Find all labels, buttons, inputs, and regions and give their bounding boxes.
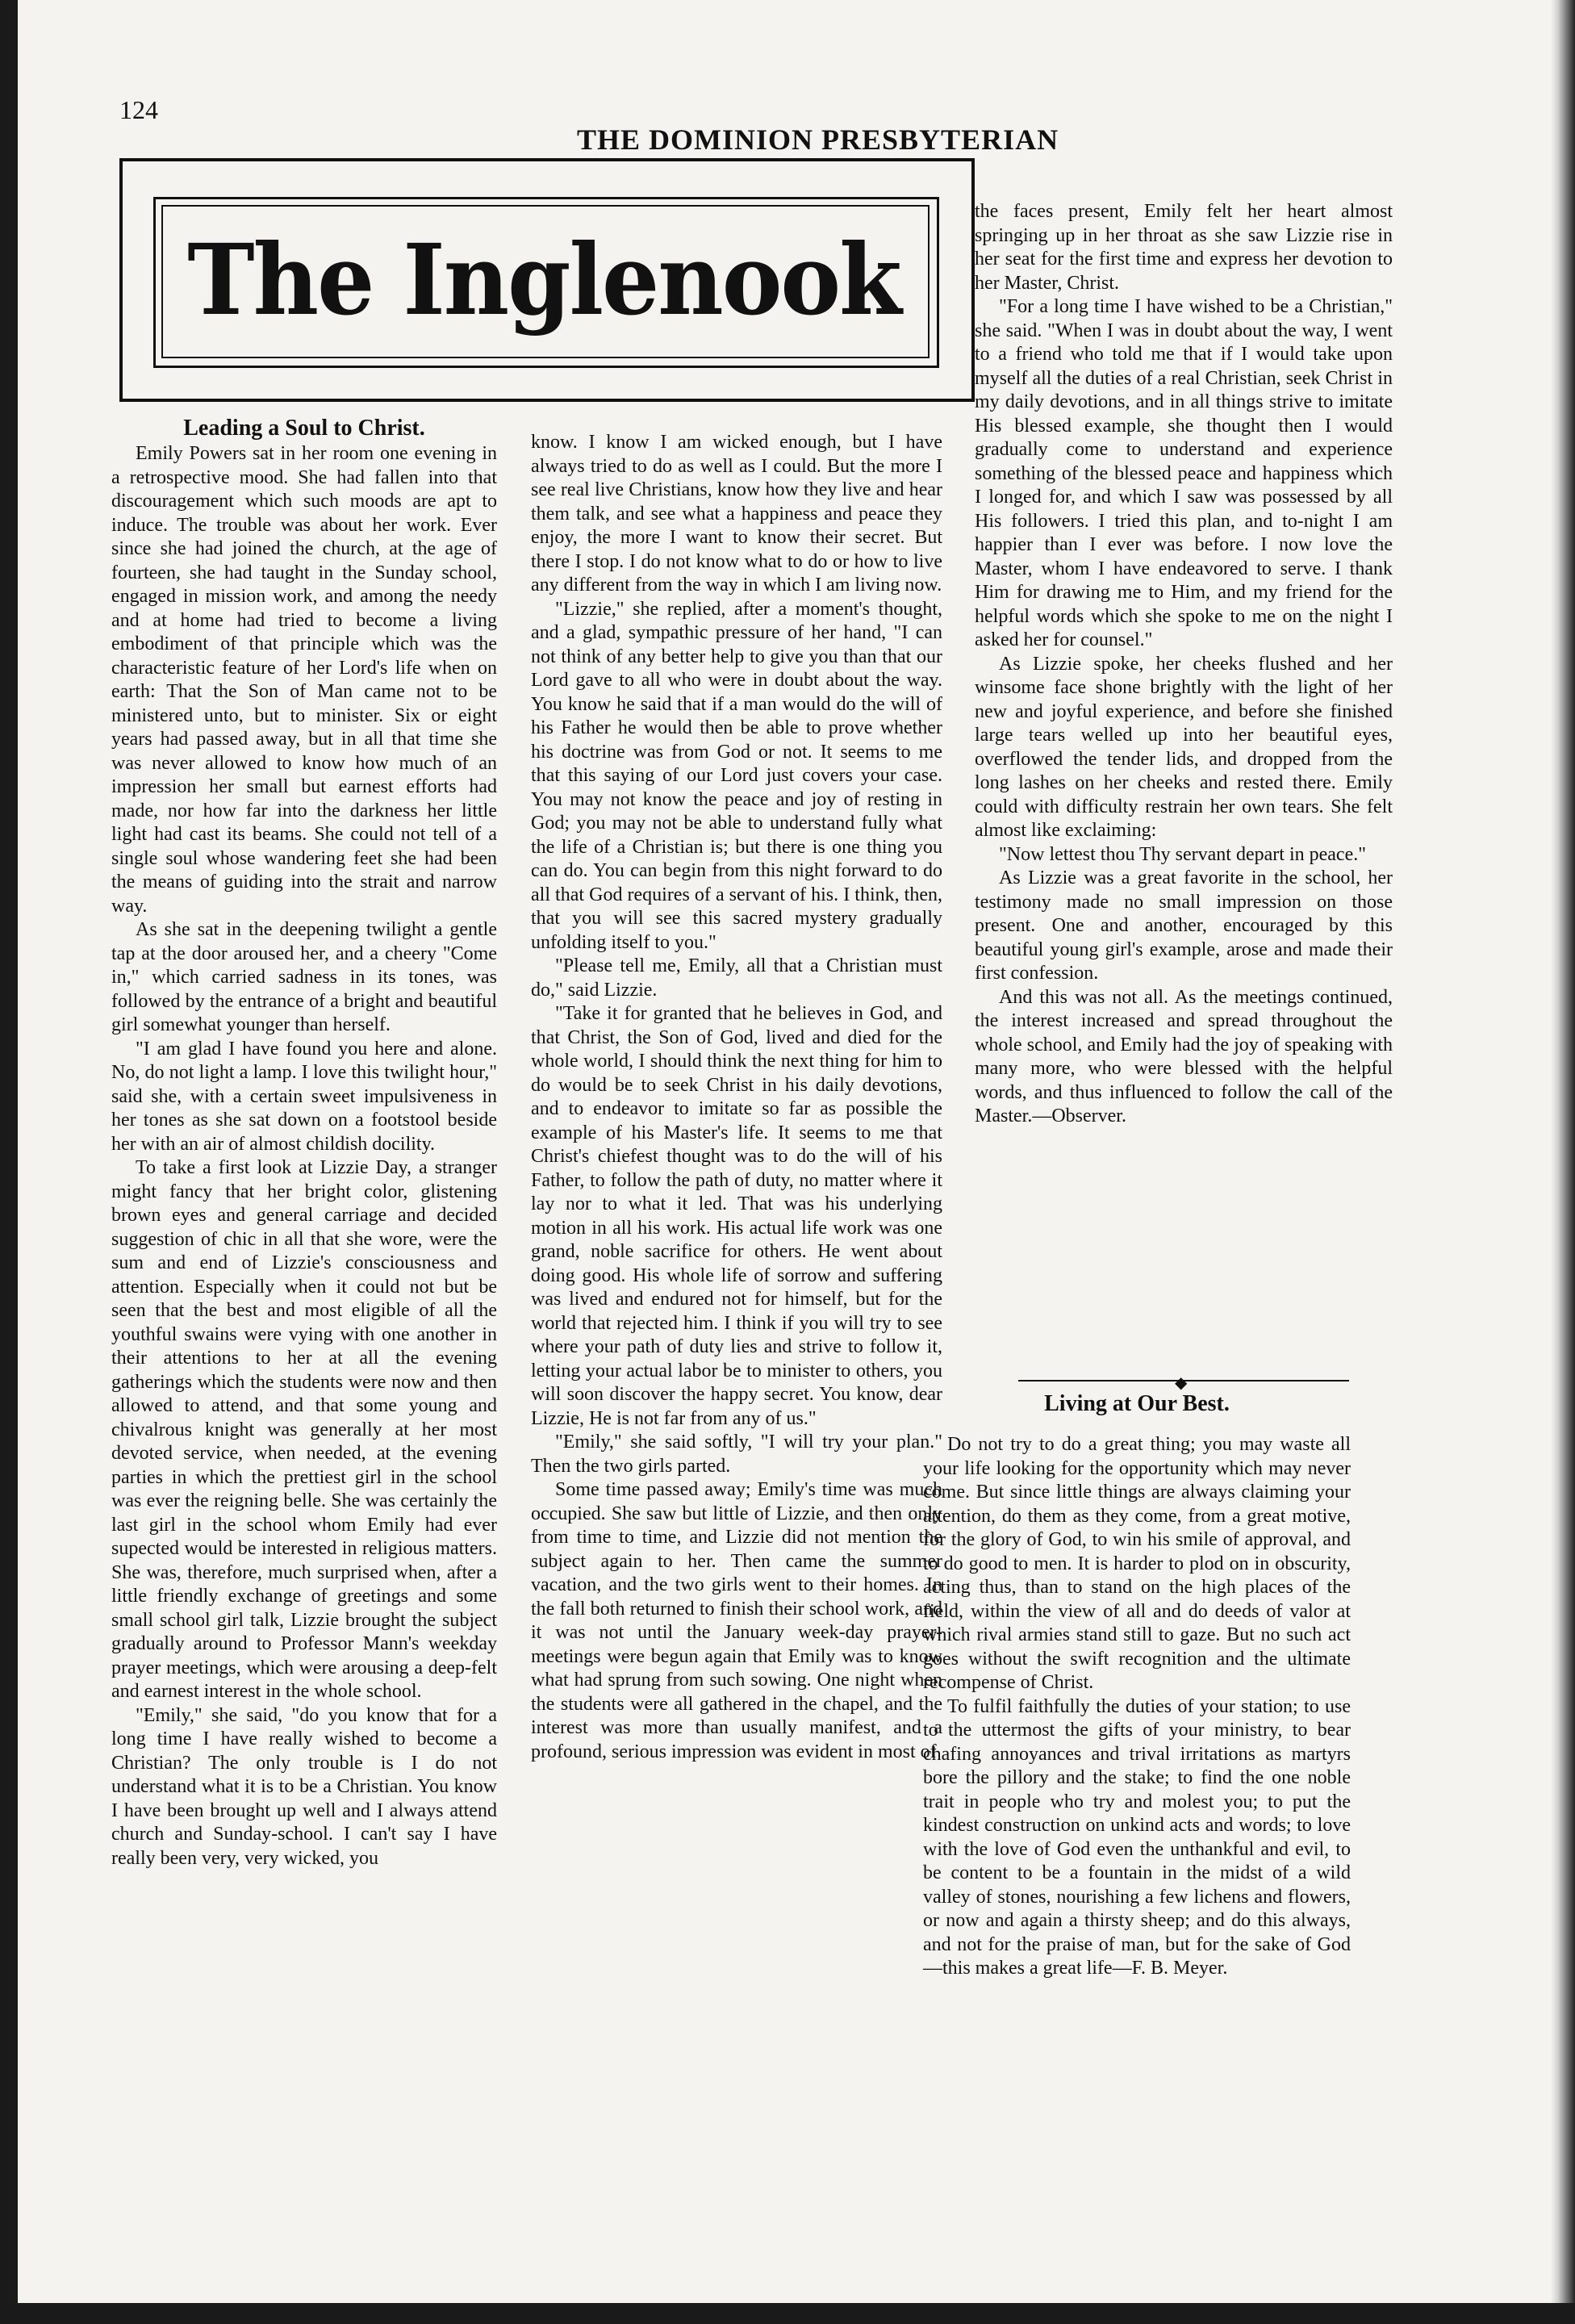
- page-number: 124: [119, 95, 158, 124]
- article1-paragraph: the faces present, Emily felt her heart almost springing up in her throat as she saw Lizzie rise in her seat for the first time and express her devotion to her Master, Christ.: [975, 201, 1393, 294]
- article1-paragraph: "Emily," she said, "do you know that for a long time I have really wished to become a Christian? The only trouble is I do not understand what it is to be a Christian. You know I have been brought up well and I always attend church and Sunday-school. I can't say I have really been very, very wicked, you: [111, 1704, 497, 1869]
- article1-paragraph: To take a first look at Lizzie Day, a stranger might fancy that her bright color, glistening brown eyes and general carriage and decided suggestion of chic in all that she wore, were the sum and end of Lizzie's consciousness and attention. Especially when it could not but be seen that the best and most eligible of all the youthful swains were vying with one another in their attentions to her at all the evening gatherings which the students were now and then allowed to attend, and that some young and chivalrous knight was generally at her most devoted service, when needed, at the evening parties in which the prettiest girl in the school was ever the reigning belle. She was certainly the last girl in the school whom Emily had ever supected would be interested in religious matters. She was, therefore, much surprised when, after a little friendly exchange of greetings and some small school girl talk, Lizzie brought the subject gradually around to Professor Mann's weekday prayer meetings, which were arousing a deep-felt and earnest interest in the whole school.: [111, 1157, 497, 1702]
- article2-title: Living at Our Best.: [1044, 1391, 1230, 1416]
- article1-column-3: [975, 200, 1393, 1129]
- article1-paragraph: As she sat in the deepening twilight a gentle tap at the door aroused her, and a cheery "Come in," which carried sadness in its tones, was followed by the entrance of a bright and beautiful girl somewhat younger than herself.: [111, 919, 497, 1035]
- article1-paragraph: "Now lettest thou Thy servant depart in peace.": [999, 843, 1367, 865]
- article1-paragraph: As Lizzie was a great favorite in the school, her testimony made no small impression on those present. One and another, encouraged by this beautiful young girl's example, arose and made their first confession.: [975, 867, 1393, 984]
- article1-column-2: [531, 431, 942, 1764]
- scan-bottom-border: [0, 2303, 1575, 2324]
- article1-paragraph: "Take it for granted that he believes in God, and that Christ, the Son of God, lived and died for the whole world, I should think the next thing for him to do would be to seek Christ in his daily devotions, and to endeavor to imitate so far as possible the example of his Master's life. It seems to me that Christ's chiefest thought was to do the will of his Father, to follow the path of duty, no matter where it lay nor to what it led. That was his underlying motion in all his work. His actual life work was one grand, noble sacrifice for others. He went about doing good. His whole life of sorrow and suffering was lived and endured not for himself, but for the world that rejected him. I think if you will try to see where your path of duty lies and strive to follow it, letting your actual labor be to minister to others, you will soon discover the happy secret. You know, dear Lizzie, He is not far from any of us.": [531, 1003, 942, 1429]
- scan-right-edge: [1551, 0, 1575, 2324]
- divider-ornament-icon: ◆: [1175, 1374, 1188, 1392]
- article2-paragraph: To fulfil faithfully the duties of your station; to use to the uttermost the gifts of your ministry, to bear chafing annoyances and trival irritations as martyrs bore the pillory and the stake; to find the one noble trait in people who try and molest you; to put the kindest construction on unkind acts and words; to love with the love of God even the unthankful and evil, to be content to be a fountain in the midst of a wild valley of stones, nourishing a few lichens and flowers, or now and again a thirsty sheep; and do this always, and not for the praise of man, but for the sake of God—this makes a great life—F. B. Meyer.: [923, 1695, 1351, 1979]
- article1-paragraph: "Emily," she said softly, "I will try your plan." Then the two girls parted.: [531, 1432, 942, 1477]
- scan-left-border: [0, 0, 18, 2324]
- article1-paragraph: know. I know I am wicked enough, but I have always tried to do as well as I could. But the more I see real live Christians, know how they live and hear them talk, and see what a happiness and peace they enjoy, the more I want to know their secret. But there I stop. I do not know what to do or how to live any different from the way in which I am living now.: [531, 432, 942, 596]
- article1-paragraph: "Please tell me, Emily, all that a Christian must do," said Lizzie.: [531, 955, 942, 1001]
- running-header: THE DOMINION PRESBYTERIAN: [577, 123, 1059, 156]
- article1-paragraph: "For a long time I have wished to be a Christian," she said. "When I was in doubt about the way, I went to a friend who told me that if I would take upon myself all the duties of a real Christian, seek Christ in my daily devotions, and in all things strive to imitate His blessed example, she thought then I would gradually come to understand and experience something of the blessed peace and happiness which I longed for, and which I saw was possessed by all His followers. I tried this plan, and to-night I am happier than I ever was before. I now love the Master, whom I have endeavored to serve. I thank Him for drawing me to Him, and my friend for the helpful words which she spoke to me on the night I asked her for counsel.": [975, 296, 1393, 650]
- article2-paragraph: Do not try to do a great thing; you may waste all your life looking for the opportunity which may never come. But since little things are always claiming your attention, do them as they come, from a great motive, for the glory of God, to win his smile of approval, and to do good to men. It is harder to plod on in obscurity, acting thus, than to stand on the high places of the field, within the view of all and do deeds of valor at which rival armies stand still to gaze. But no such act goes without the swift recognition and the ultimate recompense of Christ.: [923, 1434, 1351, 1693]
- article1-title: Leading a Soul to Christ.: [183, 416, 425, 441]
- article1-paragraph: "Lizzie," she replied, after a moment's thought, and a glad, sympathic pressure of her hand, "I can not think of any better help to give you than that our Lord gave to all who were in doubt about the way. You know he said that if a man would do the will of his Father he would then be able to prove whether his doctrine was from God or not. It seems to me that this saying of our Lord just covers your case. You may not know the peace and joy of resting in God; you may not be able to understand fully what the life of a Christian is; but there is one thing you can do. You can begin from this night forward to do all that God requires of a servant of his. I think, then, that you will see this sacred mystery gradually unfolding itself to you.": [531, 598, 942, 953]
- article1-column-1: [111, 416, 497, 1870]
- article2-column: [923, 1433, 1351, 1981]
- article1-paragraph: "I am glad I have found you here and alone. No, do not light a lamp. I love this twilight hour," said she, with a certain sweet impulsiveness in her tones as she sat down on a footstool beside her with an air of almost childish docility.: [111, 1038, 497, 1155]
- section-title: The Inglenook: [187, 223, 900, 337]
- article1-paragraph: Emily Powers sat in her room one evening in a retrospective mood. She had fallen into that discouragement which such moods are apt to induce. The trouble was about her work. Ever since she had joined the church, at the age of fourteen, she had taught in the Sunday school, engaged in mission work, and among the needy and at home had tried to become a living embodiment of that principle which was the characteristic feature of her Lord's life when on earth: That the Son of Man came not to be ministered unto, but to minister. Six or eight years had passed away, but in all that time she was never allowed to know how much of an impression her small but earnest efforts had made, nor how far into the darkness her little light had cast its beams. She could not tell of a single soul whose wandering feet she had been the means of guiding into the strait and narrow way.: [111, 443, 497, 917]
- article1-paragraph: Some time passed away; Emily's time was much occupied. She saw but little of Lizzie, and then only from time to time, and Lizzie did not mention the subject again to her. Then came the summer vacation, and the two girls went to their homes. In the fall both returned to finish their school work, and it was not until the January week-day prayer-meetings were begun again that Emily was to know what had sprung from such sowing. One night when the students were all gathered in the chapel, and the interest was more than usually manifest, and a profound, serious impression was evident in most of: [531, 1479, 942, 1762]
- article1-paragraph: As Lizzie spoke, her cheeks flushed and her winsome face shone brightly with the light of her new and joyful experience, and before she finished large tears welled up into her beautiful eyes, overflowed the tender lids, and dropped from the long lashes on her cheeks and rested there. Emily could with difficulty restrain her own tears. She felt almost like exclaiming:: [975, 653, 1393, 841]
- article1-paragraph: And this was not all. As the meetings continued, the interest increased and spread throughout the whole school, and Emily had the joy of speaking with many more, who were blessed with the helpful words, and thus influenced to follow the call of the Master.—Observer.: [975, 986, 1393, 1126]
